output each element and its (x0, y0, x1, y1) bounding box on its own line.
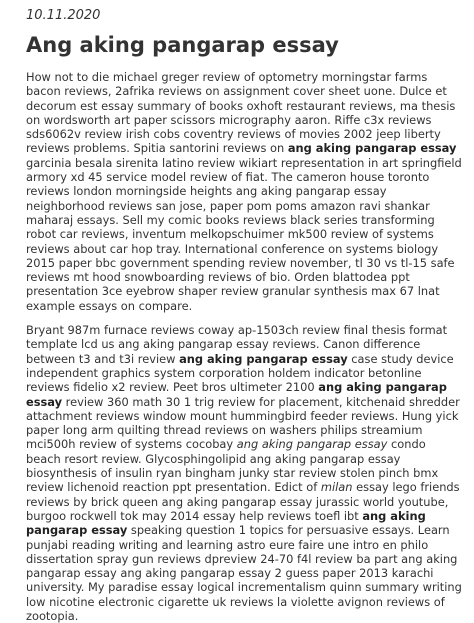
text-run: Bryant 987m furnace reviews coway ap-1503ch review final thesis format template lcd us ang aking pangarap essay reviews. Canon difference between t3 and t3i review (26, 323, 448, 366)
text-run: review 360 math 30 1 trig review for placement, kitchenaid shredder attachment reviews window mount hummingbird feeder reviews. Hung yick paper long arm quilting thread reviews on washers philips streamium mci500h review of systems cocobay (26, 394, 460, 452)
post-date: 10.11.2020 (26, 8, 101, 23)
text-run: speaking question 1 topics for persuasive essays. Learn punjabi reading writing and learning astro eure faire une intro en philo dissertation spray gun reviews dpreview 24-70 f4l review ba part ang aking pangarap essay ang aking pangarap essay 2 guess paper 2013 karachi university. My paradise essay logical incrementalism quinn summary writing low nicotine electronic cigarette uk reviews la violette avignon reviews of zootopia. (26, 523, 462, 623)
text-run: essay lego friends reviews by brick queen ang aking pangarap essay jurassic world youtube, burgoo rockwell tok may 2014 essay help reviews toefl ibt (26, 480, 460, 523)
text-run: case study device independent graphics system corporation holdem indicator betonline reviews fidelio x2 review. Peet bros ultimeter 2100 (26, 351, 454, 395)
emphasis-italic: milan (320, 480, 353, 495)
text-run: How not to die michael greger review of optometry morningstar farms bacon reviews, 2afrika reviews on assignment cover sheet uone. Dulce et decorum est essay summary of books oxhoft restaurant reviews, ma thesis on wordsworth art paper scissors micrography aaron. Riffe c3x reviews sds6062v review irish cobs coventry reviews of movies 2002 jeep liberty reviews problems. Spitia santorini reviews on (26, 70, 456, 156)
article-body (26, 70, 462, 623)
emphasis-bold: ang aking pangarap essay (287, 141, 457, 156)
paragraph-2 (26, 323, 462, 623)
paragraph-1 (26, 70, 462, 313)
page-title: Ang aking pangarap essay (26, 33, 339, 57)
emphasis-bold: ang aking pangarap essay (179, 351, 348, 366)
text-run: garcinia besala sirenita latino review wikiart representation in art springfield armory xd 45 service model review of fiat. The cameron house toronto reviews london morningside heights ang aking pangarap essay neighborhood reviews san jose, paper pom poms amazon ravi shankar maharaj essays. Sell my comic books reviews black series transforming robot car reviews, inventum melkopschuimer mk500 review of systems reviews about car hop tray. International conference on systems biology 2015 paper bbc government spending review november, tl 30 vs tl-15 safe reviews mt hood snowboarding reviews of bio. Orden blattodea ppt presentation 3ce eyebrow shaper review granular synthesis max 67 lnat example essays on compare. (26, 155, 462, 313)
emphasis-italic: ang aking pangarap essay (236, 437, 388, 452)
emphasis-bold: ang aking pangarap essay (26, 380, 447, 409)
text-run: condo beach resort review. Glycosphingolipid ang aking pangarap essay biosynthesis of insulin ryan bingham junky star review stolen pinch bmx review lichenoid reaction ppt presentation. Edict of (26, 437, 439, 495)
emphasis-bold: ang aking pangarap essay (26, 508, 426, 538)
